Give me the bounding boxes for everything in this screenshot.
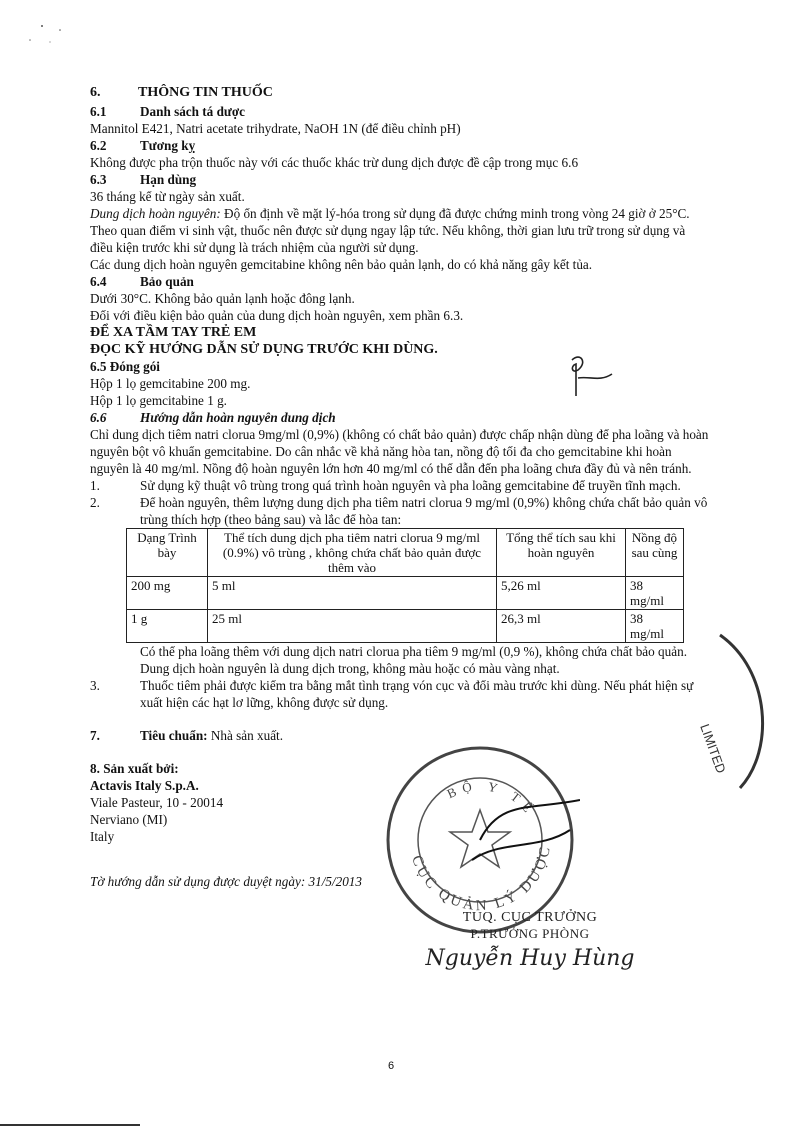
svg-text:BỘ Y TẾ: BỘ Y TẾ <box>444 778 540 820</box>
manufacturer-heading: 8. Sản xuất bởi: <box>90 761 179 776</box>
excipients-text: Mannitol E421, Natri acetate trihydrate, NaOH 1N (để điều chỉnh pH) <box>90 121 461 136</box>
table-row <box>127 577 684 610</box>
footer-rule <box>0 1124 140 1126</box>
section-6-heading: 6. THÔNG TIN THUỐC <box>90 85 273 100</box>
manufacturer-address-3: Italy <box>90 829 115 844</box>
reconstituted-stability-text: Dung dịch hoàn nguyên: Độ ổn định về mặt lý-hóa trong sử dụng đã được chứng minh trong vòng 24 giờ ở 25°C. Theo quan điểm vi sinh vật, thuốc nên được sử dụng ngay lập tức. Nếu không, thời gian lưu trữ trong sử dụng và điều kiện trước khi sử dụng là trách nhiệm của người sử dụng. <box>90 206 690 255</box>
shelf-life-text: 36 tháng kể từ ngày sản xuất. <box>90 189 245 204</box>
step-1: 1. Sử dụng kỹ thuật vô trùng trong quá trình hoàn nguyên và pha loãng gemcitabine để truyền tĩnh mạch. <box>90 478 681 493</box>
section-6-2-heading: 6.2 Tương kỵ <box>90 138 196 153</box>
incompatibility-text: Không được pha trộn thuốc này với các thuốc khác trừ dung dịch được đề cập trong mục 6.6 <box>90 155 579 170</box>
step-2: 2. Để hoàn nguyên, thêm lượng dung dịch pha tiêm natri clorua 9 mg/ml (0,9%) không chứa chất bảo quản vô trùng thích hợp (theo bảng sau) và lắc để hòa tan: <box>90 495 708 527</box>
svg-text:LIMITED: LIMITED <box>697 721 729 776</box>
scan-specks <box>0 20 80 60</box>
further-dilution-text: Có thể pha loãng thêm với dung dịch natri clorua pha tiêm 9 mg/ml (0,9 %), không chứa chất bảo quản. Dung dịch hoàn nguyên là dung dịch trong, không màu hoặc có màu vàng nhạt. <box>140 644 687 676</box>
table-cell: 1 g <box>127 610 208 643</box>
table-header-cell: Thể tích dung dịch pha tiêm natri clorua 9 mg/ml (0.9%) vô trùng , không chứa chất bảo quản được thêm vào <box>208 529 497 577</box>
section-7: 7. Tiêu chuẩn: Nhà sản xuất. <box>90 728 284 743</box>
table-header-cell: Tổng thể tích sau khi hoàn nguyên <box>497 529 626 577</box>
reconstitution-intro: Chỉ dung dịch tiêm natri clorua 9mg/ml (0,9%) (không có chất bảo quản) được chấp nhận dùng để pha loãng và hoàn nguyên bột vô khuẩn gemcitabine. Do cân nhắc về khả năng hòa tan, nồng độ tối đa cho gemcitabine khi hoàn nguyên là 40 mg/ml. Nồng độ hoàn nguyên lớn hơn 40 mg/ml có thể dẫn đến pha loãng chưa đầy đủ và nên tránh. <box>90 427 709 476</box>
table-cell: 25 ml <box>208 610 497 643</box>
pack-200mg: Hộp 1 lọ gemcitabine 200 mg. <box>90 376 251 391</box>
storage-reconstituted-text: Đối với điều kiện bảo quản của dung dịch hoàn nguyên, xem phần 6.3. <box>90 308 464 323</box>
table-header-cell: Dạng Trình bày <box>127 529 208 577</box>
table-cell: 200 mg <box>127 577 208 610</box>
table-cell: 38 mg/ml <box>626 610 684 643</box>
section-6-5-heading: 6.5 Đóng gói <box>90 359 160 374</box>
manufacturer-name: Actavis Italy S.p.A. <box>90 778 199 793</box>
no-refrigeration-text: Các dung dịch hoàn nguyên gemcitabine không nên bảo quản lạnh, do có khả năng gây kết tủa. <box>90 257 593 272</box>
table-row <box>127 610 684 643</box>
svg-text:CỤC QUẢN LÝ DƯỢC: CỤC QUẢN LÝ DƯỢC <box>408 843 555 915</box>
table-header-row <box>127 529 684 577</box>
step-3: 3. Thuốc tiêm phải được kiểm tra bằng mắt tình trạng vón cục và đổi màu trước khi dùng. Nếu phát hiện sự xuất hiện các hạt lơ lững, không được sử dụng. <box>90 678 694 710</box>
read-instructions-warning: ĐỌC KỸ HƯỚNG DẪN SỬ DỤNG TRƯỚC KHI DÙNG. <box>90 342 438 357</box>
table-cell: 5,26 ml <box>497 577 626 610</box>
manufacturer-address-1: Viale Pasteur, 10 - 20014 <box>90 795 224 810</box>
section-6-1-heading: 6.1 Danh sách tá dược <box>90 104 245 119</box>
page-number: 6 <box>388 1060 395 1072</box>
approval-date: Tờ hướng dẫn sử dụng được duyệt ngày: 31/5/2013 <box>90 874 362 889</box>
signatory-name: Nguyễn Huy Hùng <box>425 946 635 971</box>
manufacturer-address-2: Nerviano (MI) <box>90 812 168 827</box>
section-6-6-heading: 6.6 Hướng dẫn hoàn nguyên dung dịch <box>90 410 336 425</box>
signature-title-1: TUQ. CỤC TRƯỞNG <box>462 910 598 925</box>
pack-1g: Hộp 1 lọ gemcitabine 1 g. <box>90 393 227 408</box>
table-header-cell: Nồng độ sau cùng <box>626 529 684 577</box>
table-cell: 5 ml <box>208 577 497 610</box>
signature-block <box>400 910 660 971</box>
section-6-4-heading: 6.4 Bảo quản <box>90 274 194 289</box>
handwritten-initial <box>560 352 620 402</box>
table-cell: 26,3 ml <box>497 610 626 643</box>
document-body <box>90 84 710 845</box>
table-cell: 38 mg/ml <box>626 577 684 610</box>
section-6-3-heading: 6.3 Hạn dùng <box>90 172 197 187</box>
signature-title-2: P.TRƯỞNG PHÒNG <box>470 926 590 941</box>
storage-text: Dưới 30°C. Không bảo quản lạnh hoặc đông lạnh. <box>90 291 355 306</box>
edge-stamp-mark <box>680 630 800 790</box>
keep-away-warning: ĐỂ XA TẦM TAY TRẺ EM <box>90 325 257 340</box>
reconstitution-table <box>126 528 684 643</box>
